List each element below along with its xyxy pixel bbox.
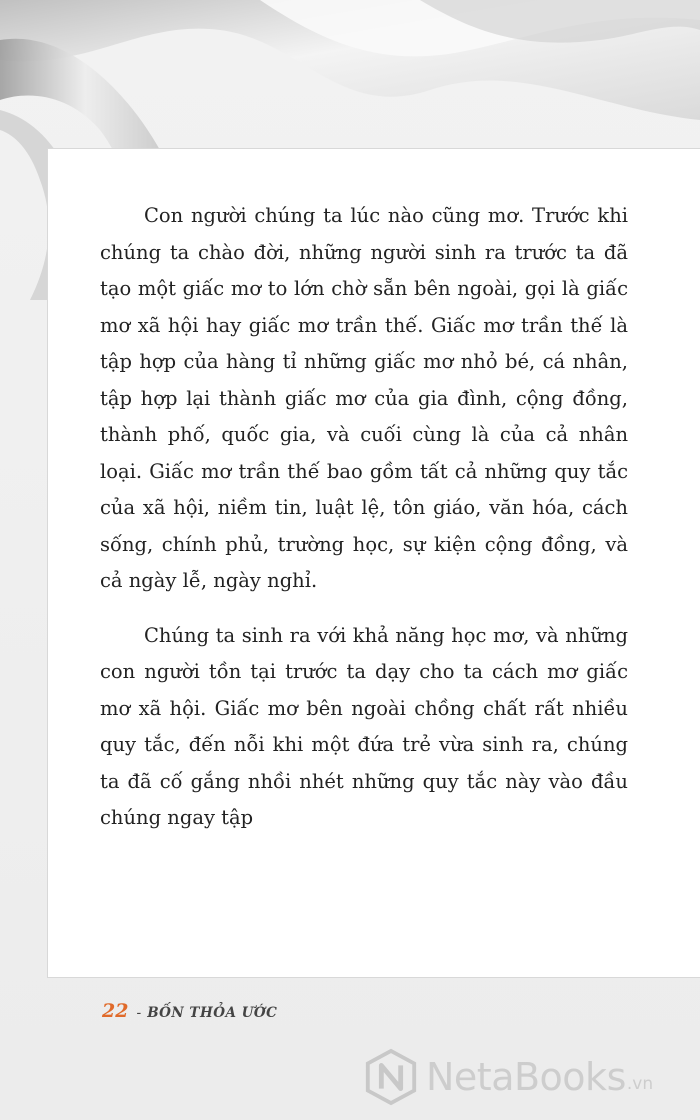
paragraph-2: Chúng ta sinh ra với khả năng học mơ, và những con người tồn tại trước ta dạy cho ta cách mơ giấc mơ xã hội. Giấc mơ bên ngoài chồng chất rất nhiều quy tắc, đến nỗi khi một đứa trẻ vừa sinh ra, chúng ta đã cố gắng nhồi nhét những quy tắc này vào đầu chúng ngay tập (100, 623, 628, 829)
watermark (362, 1048, 653, 1106)
netabooks-logo-icon (362, 1048, 420, 1106)
body-text (100, 198, 628, 855)
watermark-brand: NetaBooks (426, 1055, 626, 1099)
watermark-suffix: .vn (626, 1074, 654, 1094)
paragraph-1: Con người chúng ta lúc nào cũng mơ. Trước khi chúng ta chào đời, những người sinh ra trước ta đã tạo một giấc mơ to lớn chờ sẵn bên ngoài, gọi là giấc mơ xã hội hay giấc mơ trần thế. Giấc mơ trần thế là tập hợp của hàng tỉ những giấc mơ nhỏ bé, cá nhân, tập hợp lại thành giấc mơ của gia đình, cộng đồng, thành phố, quốc gia, và cuối cùng là của cả nhân loại. Giấc mơ trần thế bao gồm tất cả những quy tắc của xã hội, niềm tin, luật lệ, tôn giáo, văn hóa, cách sống, chính phủ, trường học, sự kiện cộng đồng, và cả ngày lễ, ngày nghỉ. (100, 204, 628, 592)
page-number: 22 (102, 1000, 129, 1022)
book-title: BỐN THỎA ƯỚC (147, 1005, 278, 1021)
page-footer (102, 1000, 277, 1022)
footer-separator: - (136, 1005, 142, 1021)
